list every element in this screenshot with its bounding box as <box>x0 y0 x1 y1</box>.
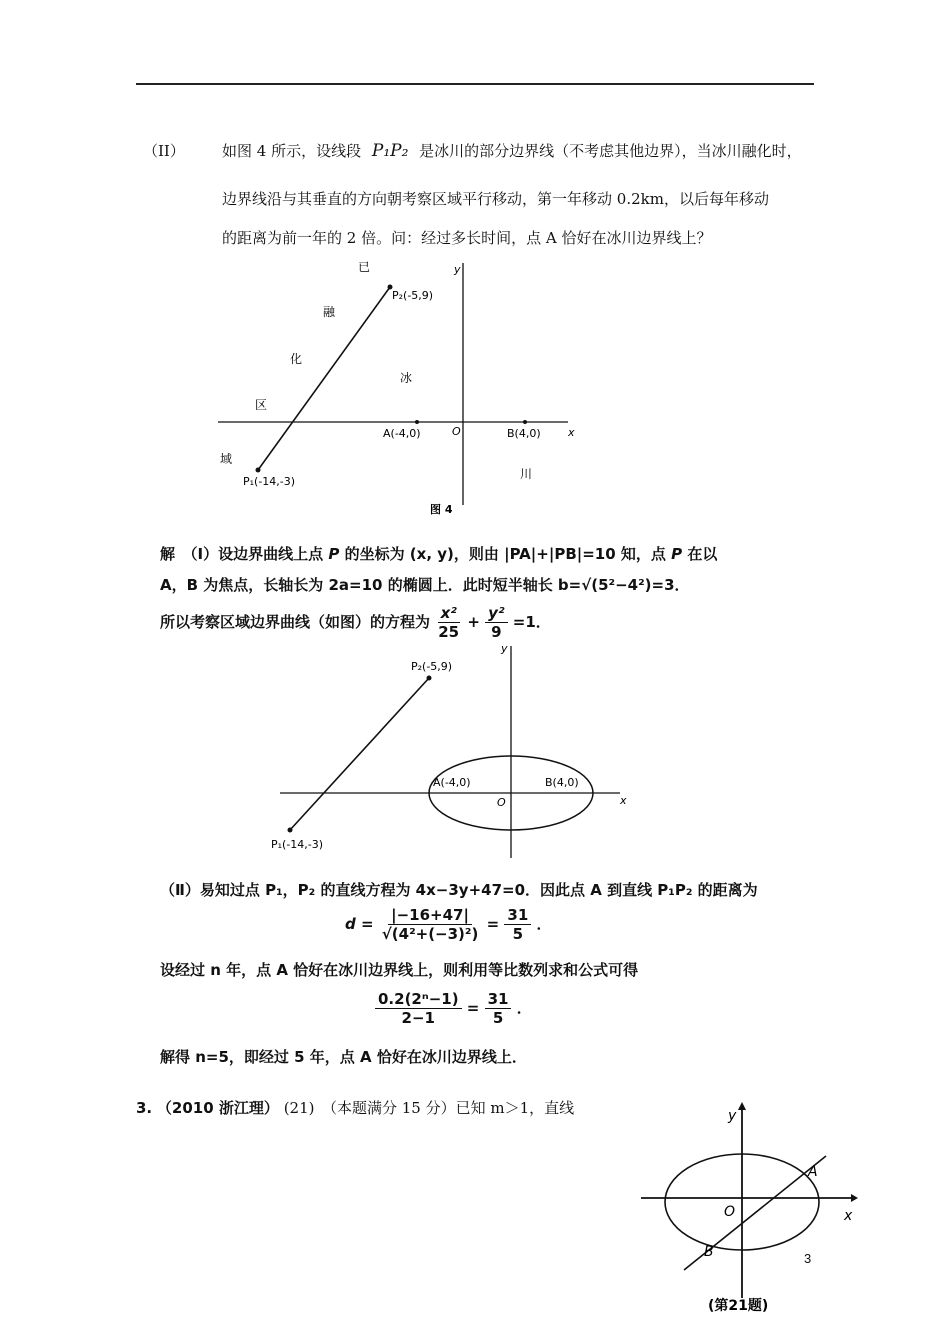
plus-sign: + <box>467 613 480 631</box>
problem3-text: (21) （本题满分 15 分）已知 m＞1，直线 <box>283 1099 575 1117</box>
solfig-p1-label: P₁(-14,-3) <box>271 838 324 851</box>
part2-line3: 的距离为前一年的 2 倍。问：经过多长时间，点 A 恰好在冰川边界线上？ <box>222 229 712 247</box>
fig4-point-b <box>523 420 527 424</box>
fig21-x-arrow <box>851 1194 858 1202</box>
sol1-line1 <box>160 543 717 564</box>
frac1-den: 25 <box>438 623 460 641</box>
sol1-line1-b: P <box>328 545 340 563</box>
geo-num: 0.2(2ⁿ−1) <box>375 990 462 1009</box>
solution-figure <box>265 638 645 863</box>
problem3-source: （2010 浙江理） <box>156 1099 279 1117</box>
fig4-point-p1 <box>256 468 261 473</box>
sol1-line1-a: 解 （Ⅰ）设边界曲线上点 <box>160 545 324 563</box>
fraction-y2-9 <box>485 604 507 641</box>
fig21-y-arrow <box>738 1102 746 1110</box>
fig4-point-a <box>415 420 419 424</box>
part2-label: （II） <box>143 142 185 160</box>
figure-4 <box>210 255 590 520</box>
distance-den: √(4²+(−3)²) <box>381 925 479 943</box>
geo-result <box>485 990 512 1027</box>
part2-line1-pre: 如图 4 所示，设线段 <box>222 142 362 160</box>
solfig-point-p1 <box>288 828 293 833</box>
geo-fraction <box>375 990 462 1027</box>
geo-end: ． <box>516 999 532 1017</box>
fig4-y-label: y <box>454 263 461 276</box>
geo-result-num: 31 <box>485 990 512 1009</box>
distance-num: |−16+47| <box>388 906 472 925</box>
solfig-b-label: B(4,0) <box>545 776 579 789</box>
geometric-sum-formula <box>375 990 532 1027</box>
solfig-p2-label: P₂(-5,9) <box>411 660 453 673</box>
fig4-a-label: A(-4,0) <box>383 427 421 440</box>
part2-line2: 边界线沿与其垂直的方向朝考察区域平行移动，第一年移动 0.2km，以后每年移动 <box>222 190 769 208</box>
fig21-caption: (第21题) <box>708 1298 769 1314</box>
solfig-point-p2 <box>427 676 432 681</box>
solfig-a-label: A(-4,0) <box>433 776 471 789</box>
fig4-b-label: B(4,0) <box>507 427 541 440</box>
distance-end: ． <box>536 915 552 933</box>
distance-fraction <box>379 906 482 943</box>
figure-21 <box>636 1098 866 1323</box>
fraction-x2-25 <box>435 604 462 641</box>
sol1-line1-d: P <box>671 545 683 563</box>
distance-formula <box>345 906 552 943</box>
part2-line1 <box>222 141 802 161</box>
fig21-origin-label: O <box>724 1204 736 1220</box>
solfig-origin-label: O <box>497 796 506 809</box>
sol1-line2: A，B 为焦点，长轴长为 2a=10 的椭圆上．此时短半轴长 b=√(5²−4²)=3． <box>160 576 690 594</box>
distance-result <box>504 906 531 943</box>
solfig-segment-p1p2 <box>290 678 429 830</box>
fig4-char-1: 已 <box>358 260 371 274</box>
page-number: 3 <box>804 1251 812 1266</box>
fig21-x-label: x <box>844 1208 853 1224</box>
sol1-line1-e: 在以 <box>687 545 718 563</box>
fig4-char-2: 融 <box>323 305 336 319</box>
problem3-number: 3. <box>136 1099 153 1117</box>
sol2-line2: 设经过 n 年，点 A 恰好在冰川边界线上，则利用等比数列求和公式可得 <box>160 961 639 979</box>
fig4-char-5: 域 <box>220 452 233 466</box>
frac2-num: y² <box>485 604 507 623</box>
fig4-p1-label: P₁(-14,-3) <box>243 475 296 488</box>
fig4-char-3: 化 <box>290 352 303 366</box>
segment-name: P₁P₂ <box>371 141 409 161</box>
frac2-den: 9 <box>491 623 502 641</box>
fig4-char-7: 川 <box>520 467 533 481</box>
fig4-origin-label: O <box>452 425 461 438</box>
fig4-p2-label: P₂(-5,9) <box>392 289 434 302</box>
part2-line1-post: 是冰川的部分边界线（不考虑其他边界），当冰川融化时， <box>419 142 802 160</box>
fig4-caption: 图 4 <box>430 503 453 516</box>
distance-eq: = <box>486 915 500 933</box>
solfig-y-label: y <box>501 642 508 655</box>
geo-result-den: 5 <box>492 1009 504 1027</box>
fig4-char-6: 冰 <box>400 371 413 385</box>
distance-result-den: 5 <box>512 925 524 943</box>
geo-den: 2−1 <box>401 1009 435 1027</box>
sol2-line3: 解得 n=5，即经过 5 年，点 A 恰好在冰川边界线上． <box>160 1048 527 1066</box>
fig21-b-label: B <box>704 1244 714 1260</box>
fig4-x-label: x <box>568 426 575 439</box>
sol1-line3-pre: 所以考察区域边界曲线（如图）的方程为 <box>160 613 431 631</box>
sol1-line3-post: =1． <box>512 613 551 631</box>
solfig-x-label: x <box>620 794 627 807</box>
fig21-a-label: A <box>808 1164 818 1180</box>
distance-result-num: 31 <box>504 906 531 925</box>
sol1-line3 <box>160 604 551 641</box>
geo-eq: = <box>466 999 480 1017</box>
d-label: d = <box>345 915 374 933</box>
problem3-line <box>136 1098 574 1118</box>
header-rule <box>136 83 814 85</box>
frac1-num: x² <box>438 604 460 623</box>
fig4-char-4: 区 <box>255 398 268 412</box>
sol2-line1: （Ⅱ）易知过点 P₁，P₂ 的直线方程为 4x−3y+47=0．因此点 A 到直线 P₁P₂ 的距离为 <box>160 881 758 899</box>
fig21-y-label: y <box>728 1108 737 1124</box>
sol1-line1-c: 的坐标为 (x, y)，则由 |PA|+|PB|=10 知，点 <box>344 545 666 563</box>
